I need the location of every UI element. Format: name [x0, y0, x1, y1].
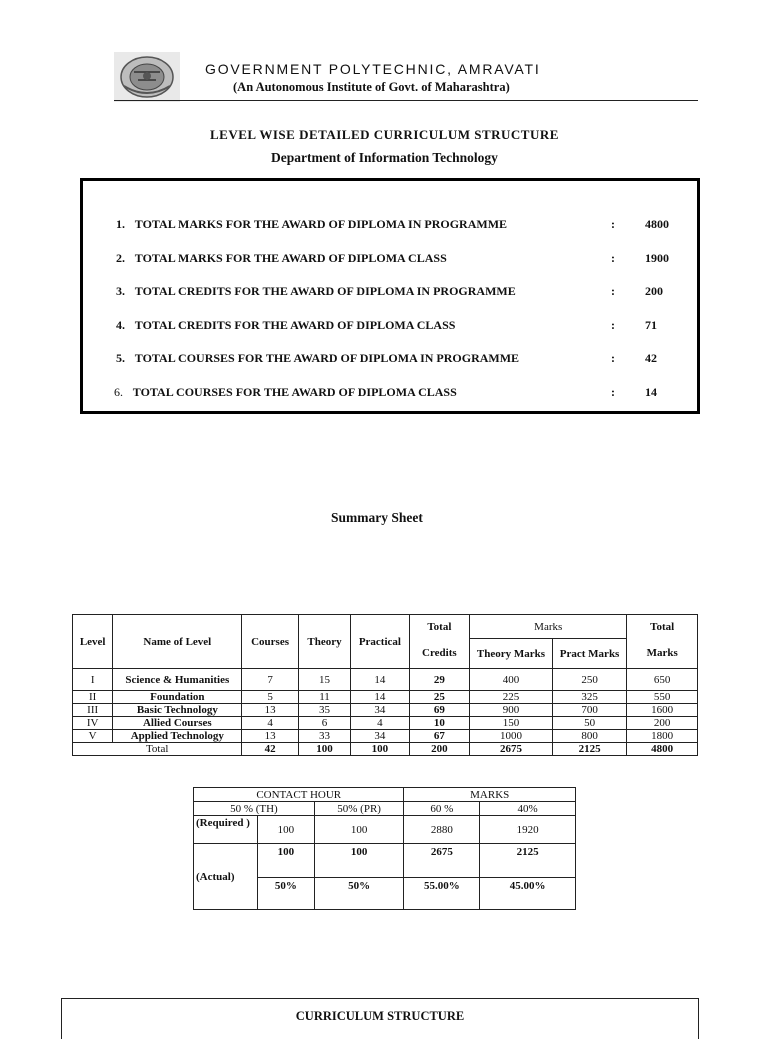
- total-row: [116, 217, 507, 232]
- header-level: Level: [73, 615, 113, 669]
- table-cell: 150: [470, 717, 553, 730]
- table-cell: 325: [552, 691, 627, 704]
- total-label: TOTAL MARKS FOR THE AWARD OF DIPLOMA IN PROGRAMME: [134, 217, 508, 231]
- total-colon: :: [611, 251, 615, 265]
- pr-percent-header: 50% (PR): [314, 802, 404, 816]
- total-row: [116, 284, 516, 299]
- table-cell: 200: [409, 743, 469, 756]
- table-cell: Foundation: [113, 691, 242, 704]
- marks-60-header: 60 %: [404, 802, 480, 816]
- table-cell: 50%: [257, 878, 314, 910]
- table-cell: 250: [552, 669, 627, 691]
- table-cell: 4: [242, 717, 298, 730]
- table-cell: 1800: [627, 730, 698, 743]
- header-name-of-level: Name of Level: [113, 615, 242, 669]
- table-cell: Applied Technology: [113, 730, 242, 743]
- total-row: [114, 385, 457, 400]
- table-cell: Allied Courses: [113, 717, 242, 730]
- table-cell: 29: [409, 669, 469, 691]
- table-row: [73, 730, 698, 743]
- header-theory: Theory: [298, 615, 350, 669]
- header-courses: Courses: [242, 615, 298, 669]
- header-practical: Practical: [351, 615, 409, 669]
- table-cell: 69: [409, 704, 469, 717]
- table-cell: 2880: [404, 816, 480, 844]
- total-value: 71: [645, 318, 657, 332]
- table-total-row: [73, 743, 698, 756]
- summary-title: Summary Sheet: [331, 510, 423, 525]
- table-cell: 2675: [404, 844, 480, 878]
- table-cell: 400: [470, 669, 553, 691]
- total-label: TOTAL CREDITS FOR THE AWARD OF DIPLOMA IN PROGRAMME: [134, 284, 516, 298]
- table-cell: 800: [552, 730, 627, 743]
- curriculum-structure-title: CURRICULUM STRUCTURE: [295, 1009, 465, 1023]
- table-cell: 67: [409, 730, 469, 743]
- total-value: 1900: [645, 251, 669, 265]
- table-cell: 11: [298, 691, 350, 704]
- document-title: LEVEL WISE DETAILED CURRICULUM STRUCTURE: [210, 127, 559, 142]
- table-cell: 6: [298, 717, 350, 730]
- table-cell: 1600: [627, 704, 698, 717]
- table-cell: 550: [627, 691, 698, 704]
- header-marks: Marks: [470, 615, 627, 639]
- table-cell: 2125: [552, 743, 627, 756]
- header-divider: [114, 100, 698, 101]
- header-total-marks-bottom: Marks: [627, 639, 698, 669]
- table-row: [73, 669, 698, 691]
- table-cell: 50%: [314, 878, 404, 910]
- table-cell: 10: [409, 717, 469, 730]
- totals-box: [80, 178, 700, 414]
- th-percent-header: 50 % (TH): [194, 802, 315, 816]
- institute-subtitle: (An Autonomous Institute of Govt. of Maharashtra): [233, 80, 510, 94]
- header-total-credits-top: Total: [409, 615, 469, 639]
- table-cell: 42: [242, 743, 298, 756]
- table-cell: 35: [298, 704, 350, 717]
- total-colon: :: [611, 217, 615, 231]
- total-row: [116, 318, 455, 333]
- institute-logo-icon: [114, 52, 180, 102]
- table-cell: Basic Technology: [113, 704, 242, 717]
- table-cell: 34: [351, 704, 409, 717]
- table-cell: 650: [627, 669, 698, 691]
- institute-name: GOVERNMENT POLYTECHNIC, AMRAVATI: [205, 61, 541, 77]
- marks-header: MARKS: [404, 788, 576, 802]
- table-cell: 13: [242, 730, 298, 743]
- table-cell: 225: [470, 691, 553, 704]
- total-colon: :: [611, 318, 615, 332]
- table-cell: 15: [298, 669, 350, 691]
- table-cell: 2125: [480, 844, 576, 878]
- table-cell: 13: [242, 704, 298, 717]
- header-total-marks-top: Total: [627, 615, 698, 639]
- table-cell: I: [73, 669, 113, 691]
- total-colon: :: [611, 284, 615, 298]
- table-cell: Science & Humanities: [113, 669, 242, 691]
- table-cell: 55.00%: [404, 878, 480, 910]
- summary-table: [72, 614, 698, 756]
- table-cell: 1920: [480, 816, 576, 844]
- header-pract-marks: Pract Marks: [552, 639, 627, 669]
- total-number: 3.: [116, 284, 125, 298]
- table-cell: 45.00%: [480, 878, 576, 910]
- table-cell: 900: [470, 704, 553, 717]
- table-row: [73, 717, 698, 730]
- actual-label: (Actual): [194, 844, 258, 910]
- table-cell: 33: [298, 730, 350, 743]
- table-cell: 700: [552, 704, 627, 717]
- total-number: 1.: [116, 217, 125, 231]
- total-label: TOTAL COURSES FOR THE AWARD OF DIPLOMA IN PROGRAMME: [134, 351, 520, 365]
- total-colon: :: [611, 351, 615, 365]
- header-theory-marks: Theory Marks: [470, 639, 553, 669]
- table-row: [73, 704, 698, 717]
- table-cell: 100: [257, 816, 314, 844]
- department-title: Department of Information Technology: [271, 150, 498, 165]
- table-cell: 50: [552, 717, 627, 730]
- total-number: 5.: [116, 351, 125, 365]
- curriculum-structure-box: [61, 998, 699, 1039]
- total-row: [116, 251, 447, 266]
- contact-hour-table: [193, 787, 576, 910]
- total-colon: :: [611, 385, 615, 399]
- table-cell: 100: [298, 743, 350, 756]
- table-cell: 34: [351, 730, 409, 743]
- table-cell: 4: [351, 717, 409, 730]
- marks-40-header: 40%: [480, 802, 576, 816]
- total-label-cell: Total: [73, 743, 242, 756]
- total-value: 4800: [645, 217, 669, 231]
- table-cell: 100: [257, 844, 314, 878]
- total-number: 4.: [116, 318, 125, 332]
- table-cell: 100: [351, 743, 409, 756]
- total-value: 200: [645, 284, 663, 298]
- total-number: 6.: [114, 385, 123, 399]
- table-row: [73, 691, 698, 704]
- table-cell: IV: [73, 717, 113, 730]
- table-cell: 200: [627, 717, 698, 730]
- contact-hour-header: CONTACT HOUR: [194, 788, 404, 802]
- table-cell: 4800: [627, 743, 698, 756]
- table-cell: 1000: [470, 730, 553, 743]
- table-cell: 2675: [470, 743, 553, 756]
- total-value: 42: [645, 351, 657, 365]
- total-label: TOTAL COURSES FOR THE AWARD OF DIPLOMA CLASS: [132, 385, 457, 399]
- table-cell: V: [73, 730, 113, 743]
- total-label: TOTAL CREDITS FOR THE AWARD OF DIPLOMA CLASS: [134, 318, 456, 332]
- table-cell: 5: [242, 691, 298, 704]
- total-value: 14: [645, 385, 657, 399]
- table-cell: 7: [242, 669, 298, 691]
- table-cell: II: [73, 691, 113, 704]
- header-total-credits-bottom: Credits: [409, 639, 469, 669]
- table-cell: 100: [314, 816, 404, 844]
- total-row: [116, 351, 519, 366]
- table-cell: 100: [314, 844, 404, 878]
- table-cell: III: [73, 704, 113, 717]
- table-cell: 25: [409, 691, 469, 704]
- required-label: (Required ): [194, 816, 258, 844]
- table-cell: 14: [351, 669, 409, 691]
- total-label: TOTAL MARKS FOR THE AWARD OF DIPLOMA CLASS: [134, 251, 447, 265]
- total-number: 2.: [116, 251, 125, 265]
- table-cell: 14: [351, 691, 409, 704]
